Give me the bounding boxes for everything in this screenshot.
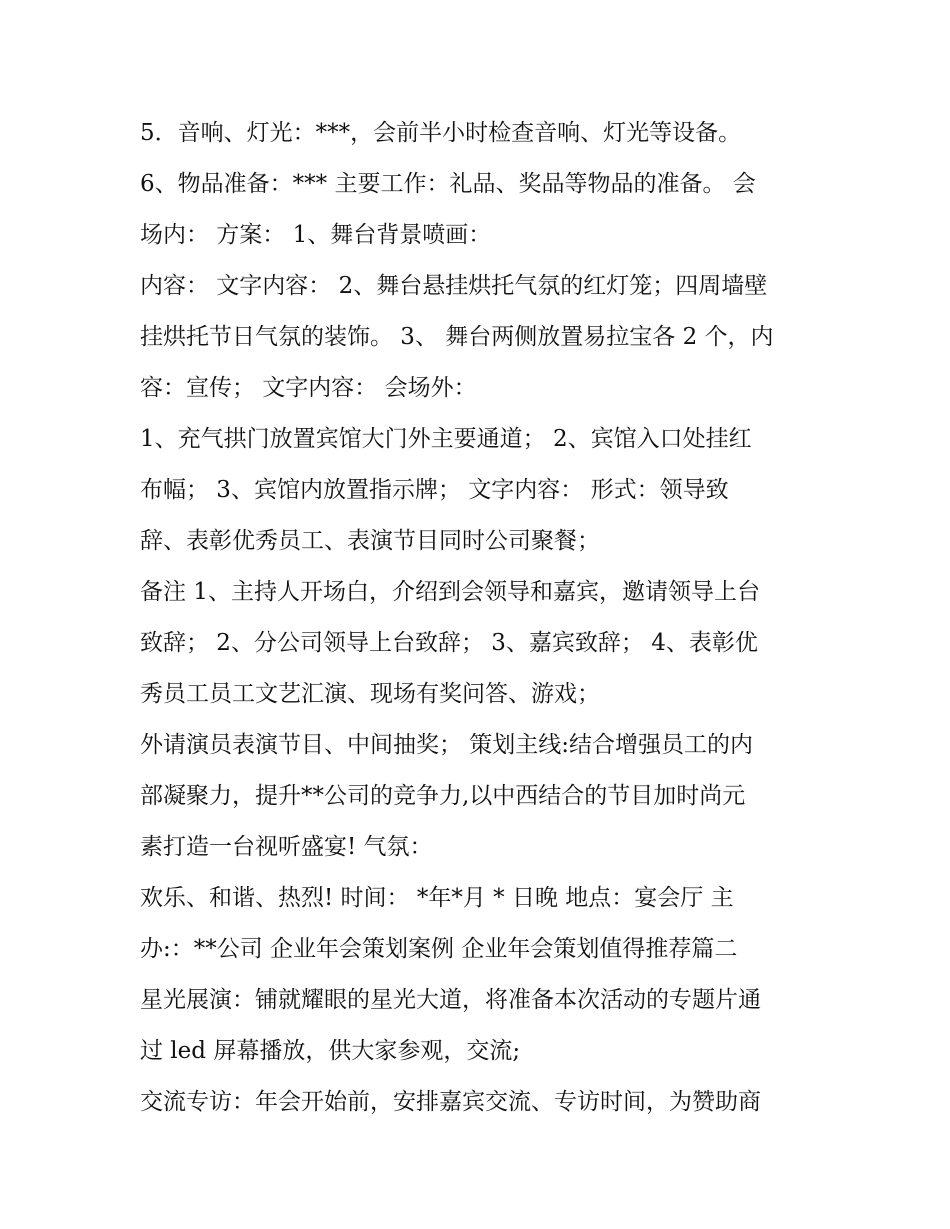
text-line: 内容： 文字内容： 2、舞台悬挂烘托气氛的红灯笼；四周墙壁	[140, 273, 768, 299]
text-line: 1、充气拱门放置宾馆大门外主要通道； 2、宾馆入口处挂红	[140, 426, 752, 452]
text-line: 布幅； 3、宾馆内放置指示牌； 文字内容： 形式：领导致	[140, 477, 729, 503]
text-line: 部凝聚力，提升**公司的竞争力,以中西结合的节目加时尚元	[140, 783, 746, 809]
text-line: 场内： 方案： 1、舞台背景喷画：	[140, 222, 492, 248]
text-line: 办:：**公司 企业年会策划案例 企业年会策划值得推荐篇二	[140, 936, 738, 962]
text-line: 6、物品准备：*** 主要工作：礼品、奖品等物品的准备。 会	[140, 171, 756, 197]
text-line: 致辞； 2、分公司领导上台致辞； 3、嘉宾致辞； 4、表彰优	[140, 630, 758, 656]
text-line: 交流专访：年会开始前，安排嘉宾交流、专访时间，为赞助商	[140, 1089, 761, 1115]
text-line: 挂烘托节日气氛的装饰。 3、 舞台两侧放置易拉宝各 2 个，内	[140, 324, 774, 350]
text-line: 容：宣传； 文字内容： 会场外：	[140, 375, 477, 401]
text-line: 5．音响、灯光：***，会前半小时检查音响、灯光等设备。	[140, 120, 742, 146]
text-line: 过 led 屏幕播放，供大家参观，交流;	[140, 1038, 521, 1064]
text-line: 欢乐、和谐、热烈! 时间： *年*月 * 日晚 地点：宴会厅 主	[140, 885, 734, 911]
text-line: 外请演员表演节目、中间抽奖； 策划主线:结合增强员工的内	[140, 732, 754, 758]
text-line: 素打造一台视听盛宴! 气氛：	[140, 834, 433, 860]
text-line: 秀员工员工文艺汇演、现场有奖问答、游戏；	[140, 681, 600, 707]
text-line: 星光展演：铺就耀眼的星光大道，将准备本次活动的专题片通	[140, 987, 761, 1013]
text-line: 辞、表彰优秀员工、表演节目同时公司聚餐；	[140, 528, 600, 554]
body-text	[140, 108, 840, 1128]
text-line: 备注 1、主持人开场白，介绍到会领导和嘉宾，邀请领导上台	[140, 579, 760, 605]
